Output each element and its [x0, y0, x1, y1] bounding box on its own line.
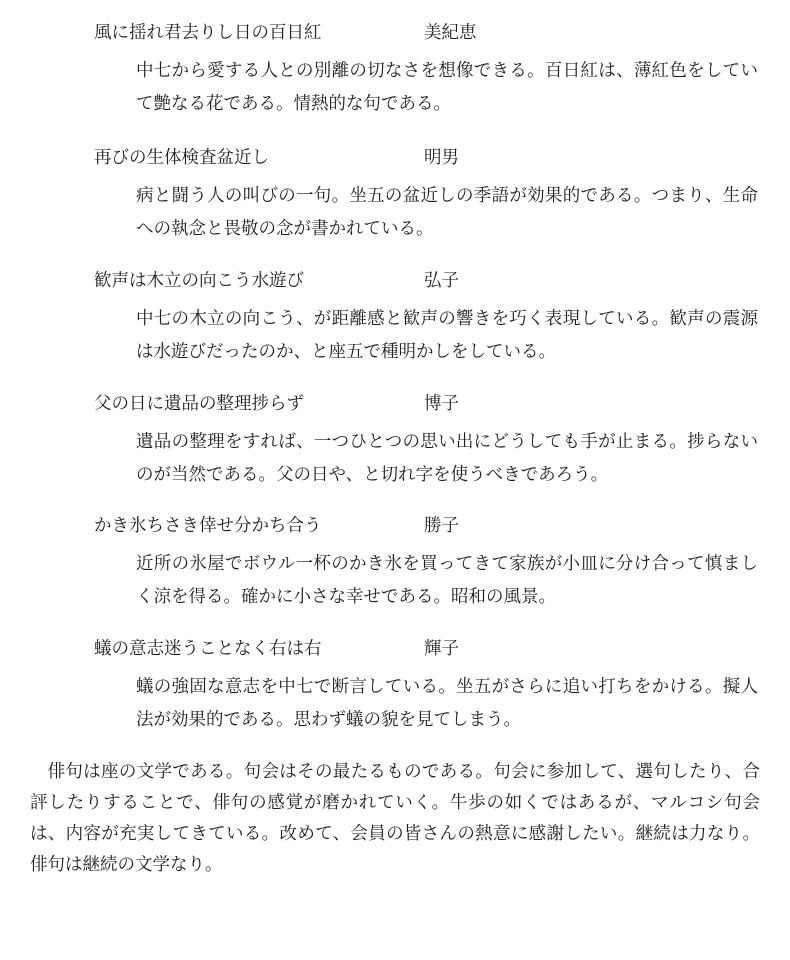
- haiku-comment: 近所の氷屋でボウル一杯のかき氷を買ってきて家族が小皿に分け合って慎ましく涼を得る。確かに小さな幸せである。昭和の風景。: [136, 554, 758, 607]
- haiku-author: 美紀恵: [424, 23, 477, 43]
- haiku-text: 風に揺れ君去りし日の百日紅: [94, 23, 322, 43]
- haiku-line: [94, 269, 754, 293]
- haiku-line: [94, 21, 754, 45]
- haiku-author: 博子: [424, 394, 459, 414]
- haiku-line: [94, 392, 754, 416]
- haiku-line: [94, 637, 754, 661]
- haiku-comment: 蟻の強固な意志を中七で断言している。坐五がさらに追い打ちをかける。擬人法が効果的である。思わず蟻の貌を見てしまう。: [136, 677, 758, 730]
- haiku-text: かき氷ちさき倖せ分かち合う: [94, 516, 322, 536]
- haiku-author: 輝子: [424, 639, 459, 659]
- haiku-text: 蟻の意志迷うことなく右は右: [94, 639, 322, 659]
- haiku-comment: 中七の木立の向こう、が距離感と歓声の響きを巧く表現している。歓声の震源は水遊びだったのか、と座五で種明かしをしている。: [136, 309, 758, 362]
- haiku-author: 明男: [424, 148, 459, 168]
- haiku-comment: 病と闘う人の叫びの一句。坐五の盆近しの季語が効果的である。つまり、生命への執念と畏敬の念が書かれている。: [136, 186, 758, 239]
- haiku-text: 父の日に遺品の整理捗らず: [94, 394, 304, 414]
- haiku-author: 勝子: [424, 516, 459, 536]
- haiku-line: [94, 146, 754, 170]
- haiku-text: 歓声は木立の向こう水遊び: [94, 271, 304, 291]
- closing-paragraph: 俳句は座の文学である。句会はその最たるものである。句会に参加して、選句したり、合評したりすることで、俳句の感覚が磨かれていく。牛歩の如くではあるが、マルコシ句会は、内容が充実してきている。改めて、会員の皆さんの熱意に感謝したい。継続は力なり。俳句は継続の文学なり。: [30, 762, 760, 875]
- haiku-comment: 中七から愛する人との別離の切なさを想像できる。百日紅は、薄紅色をしていて艶なる花である。情熱的な句である。: [136, 61, 758, 114]
- haiku-comment: 遺品の整理をすれば、一つひとつの思い出にどうしても手が止まる。捗らないのが当然である。父の日や、と切れ字を使うべきであろう。: [136, 432, 758, 485]
- haiku-line: [94, 514, 754, 538]
- haiku-text: 再びの生体検査盆近し: [94, 148, 269, 168]
- haiku-author: 弘子: [424, 271, 459, 291]
